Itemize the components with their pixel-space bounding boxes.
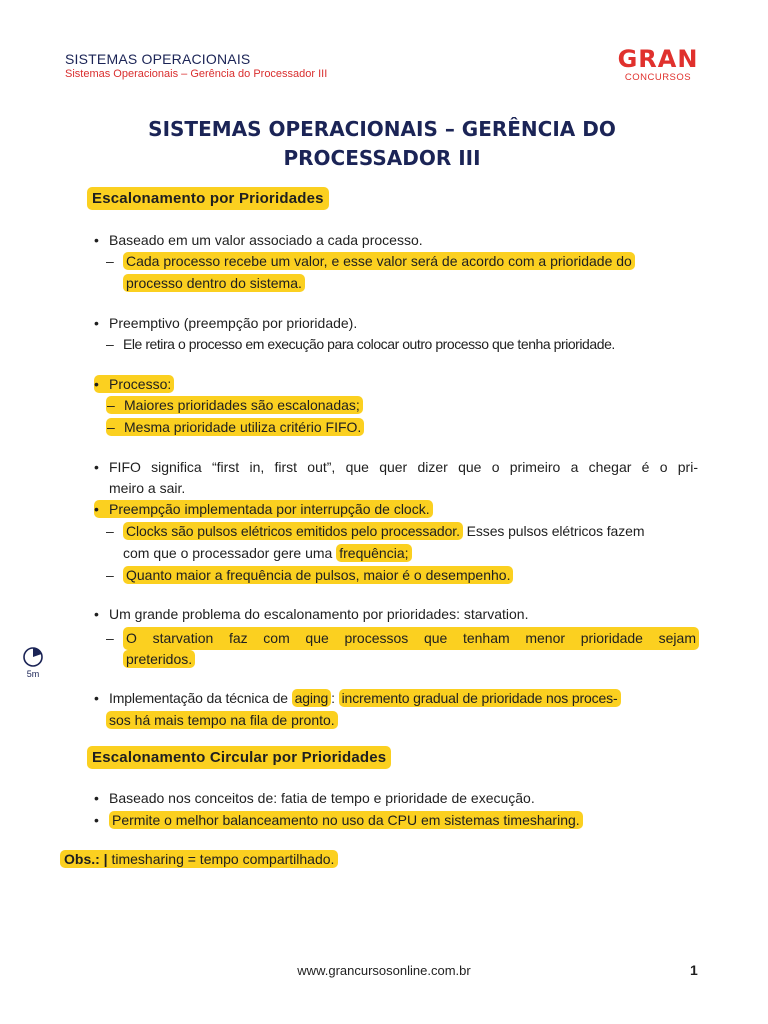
header-title: SISTEMAS OPERACIONAIS [65, 51, 251, 67]
bullet-item [94, 313, 357, 334]
dash-item [106, 251, 635, 272]
continuation-line [106, 710, 338, 731]
page-number: 1 [690, 962, 698, 978]
bullet-mark: • [94, 690, 99, 706]
dash-item [106, 565, 513, 586]
bullet-mark: • [94, 606, 99, 622]
dash-mark: – [107, 419, 115, 435]
bullet-mark: • [94, 459, 99, 475]
bullet-text: FIFO significa “first in, first out”, que quer dizer que o primeiro a chegar é o pri- [109, 459, 698, 475]
timer-icon [22, 646, 44, 668]
document-title: SISTEMAS OPERACIONAIS – GERÊNCIA DO PROCESSADOR III [148, 117, 616, 170]
bullet-text: Preempção implementada por interrupção de clock. [109, 501, 430, 517]
logo-sub-text: CONCURSOS [624, 72, 692, 83]
dash-mark: – [106, 630, 114, 646]
continuation-line [123, 649, 195, 670]
section-heading-text: Escalonamento Circular por Prioridades [87, 746, 391, 769]
bullet-text: Um grande problema do escalonamento por prioridades: starvation. [109, 606, 529, 622]
dash-mark: – [106, 253, 114, 269]
bullet-mark: • [94, 501, 99, 517]
highlighted-text: sos há mais tempo na fila de pronto. [106, 711, 338, 729]
bullet-text: Baseado nos conceitos de: fatia de tempo e prioridade de execução. [109, 790, 535, 806]
highlighted-text: Quanto maior a frequência de pulsos, maior é o desempenho. [123, 566, 513, 584]
bullet-item [94, 374, 174, 395]
section-heading-prioridades [87, 190, 329, 207]
bullet-item [94, 499, 433, 520]
highlighted-text: Cada processo recebe um valor, e esse valor será de acordo com a prioridade do [123, 252, 635, 270]
obs-note [60, 849, 338, 870]
dash-item [106, 417, 364, 438]
bullet-item [94, 230, 423, 251]
obs-text: timesharing = tempo compartilhado. [111, 851, 335, 867]
bullet-item [94, 688, 621, 709]
bullet-mark: • [94, 790, 99, 806]
bullet-item [94, 810, 583, 831]
dash-mark: – [107, 397, 115, 413]
highlighted-text: incremento gradual de prioridade nos proces- [339, 689, 621, 707]
timer-label: 5m [26, 669, 40, 679]
continuation-line [123, 543, 412, 564]
highlighted-text: Clocks são pulsos elétricos emitidos pelo processador. [123, 522, 463, 540]
bullet-item [94, 788, 535, 809]
bullet-item [94, 457, 698, 478]
dash-mark: – [106, 336, 114, 352]
dash-item [106, 395, 363, 416]
dash-item [106, 521, 644, 542]
bullet-mark: • [94, 232, 99, 248]
bullet-text: Preemptivo (preempção por prioridade). [109, 315, 358, 331]
dash-text: com que o processador gere uma [123, 545, 337, 561]
footer-url: www.grancursosonline.com.br [297, 963, 471, 978]
dash-item [106, 627, 699, 650]
obs-bar: | [103, 851, 108, 867]
bullet-mark: • [94, 376, 99, 392]
bullet-text: Processo: [109, 376, 172, 392]
bullet-item [94, 604, 528, 625]
bullet-text: : [331, 690, 339, 706]
bullet-text: meiro a sair. [109, 480, 186, 496]
dash-text: Esses pulsos elétricos fazem [462, 523, 645, 539]
dash-text: Ele retira o processo em execução para colocar outro processo que tenha prioridade. [123, 336, 615, 352]
header-subtitle: Sistemas Operacionais – Gerência do Processador III [65, 68, 328, 80]
bullet-mark: • [94, 315, 99, 331]
bullet-mark: • [94, 812, 99, 828]
highlighted-text: O starvation faz com que processos que tenham menor prioridade sejam [123, 627, 699, 650]
highlighted-text: aging [292, 689, 332, 707]
highlighted-text: Permite o melhor balanceamento no uso da CPU em sistemas timesharing. [109, 811, 583, 829]
bullet-text: Baseado em um valor associado a cada processo. [109, 232, 423, 248]
section-heading-circular [87, 749, 391, 766]
gran-logo [612, 47, 704, 84]
dash-text: Mesma prioridade utiliza critério FIFO. [124, 419, 362, 435]
highlighted-text: preteridos. [123, 650, 195, 668]
dash-mark: – [106, 567, 114, 583]
highlighted-text: processo dentro do sistema. [123, 274, 305, 292]
logo-main-text: GRAN [617, 45, 699, 73]
section-heading-text: Escalonamento por Prioridades [87, 187, 329, 210]
continuation-line [109, 478, 185, 499]
highlighted-text: frequência; [336, 544, 411, 562]
dash-text: Maiores prioridades são escalonadas; [124, 397, 360, 413]
dash-mark: – [106, 523, 114, 539]
dash-item [106, 334, 615, 355]
continuation-line [123, 273, 305, 294]
bullet-text: Implementação da técnica de [109, 690, 292, 706]
obs-label: Obs.: [64, 851, 100, 867]
